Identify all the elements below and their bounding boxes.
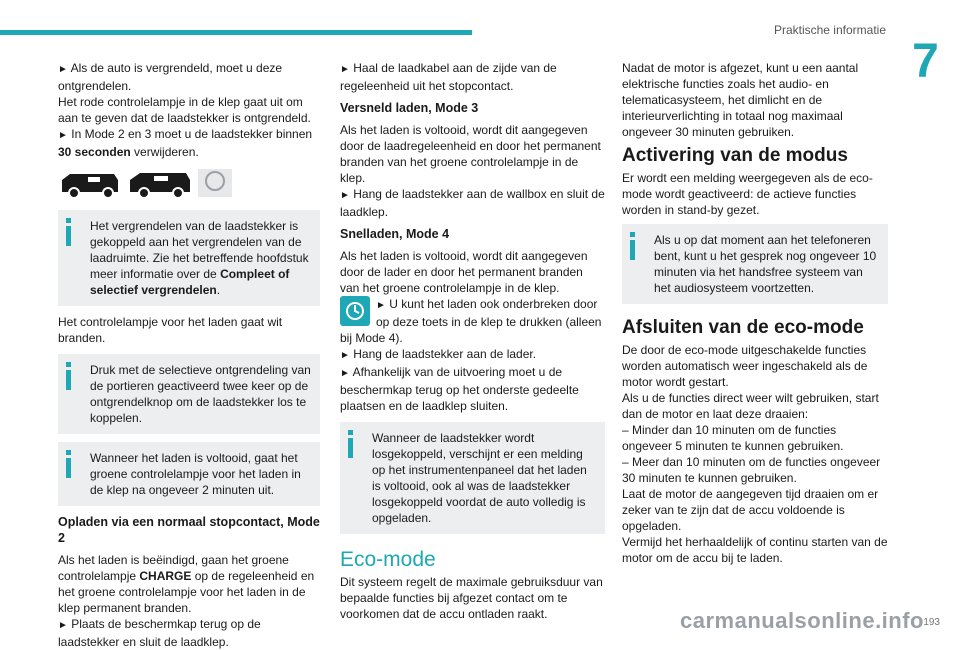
paragraph: De door de eco-mode uitgeschakelde functies worden automatisch weer ingeschakeld als de motor wordt gestart. [622, 343, 868, 389]
info-note: Het vergrendelen van de laadstekker is gekoppeld aan het vergrendelen van de laadruimte. Zie het betreffende hoofdstuk meer informatie over de Compleet of selectief vergrendelen. [58, 210, 320, 306]
info-note: Druk met de selectieve ontgrendeling van de portieren geactiveerd twee keer op de ontgrendelknop om de laadstekker los te koppelen. [58, 354, 320, 434]
section-heading: Afsluiten van de eco-mode [622, 317, 864, 338]
column-2 [340, 60, 605, 622]
arrow-icon: ► [376, 300, 386, 311]
info-icon [66, 218, 71, 246]
subheading: Opladen via een normaal stopcontact, Mode 2 [58, 515, 320, 545]
chapter-number: 7 [912, 35, 939, 88]
list-item: – Meer dan 10 minuten om de functies ongeveer 30 minuten te kunnen gebruiken. [622, 455, 881, 485]
section-title: Praktische informatie [773, 23, 886, 37]
vehicle-illustrations [58, 166, 320, 200]
arrow-icon: ► [340, 190, 350, 201]
stop-charge-button-icon [340, 296, 370, 326]
subheading: Snelladen, Mode 4 [340, 227, 450, 241]
vehicle-icons [58, 166, 238, 200]
chapter-tab [891, 0, 960, 100]
list-item: – Minder dan 10 minuten om de functies ongeveer 5 minuten te kunnen gebruiken. [622, 423, 844, 453]
paragraph: ► Hang de laadstekker aan de wallbox en sluit de laadklep. [340, 187, 605, 219]
paragraph: Het controlelampje voor het laden gaat wit branden. [58, 315, 283, 345]
info-icon [66, 362, 71, 390]
arrow-icon: ► [340, 64, 350, 75]
paragraph: Als het laden is voltooid, wordt dit aangegeven door de laadregeleenheid en door het permanent branden van het groene controlelampje in de klep. [340, 123, 601, 185]
paragraph: ► U kunt het laden ook onderbreken door op deze toets in de klep te drukken (alleen bij Mode 4). [340, 297, 602, 345]
paragraph: Vermijd het herhaaldelijk of continu starten van de motor om de accu bij te laden. [622, 535, 888, 565]
paragraph: ► Afhankelijk van de uitvoering moet u de beschermkap terug op het onderste gedeelte plaatsen en de laadklep sluiten. [340, 365, 579, 413]
paragraph: ► Haal de laadkabel aan de zijde van de regeleenheid uit het stopcontact. [340, 61, 557, 93]
page-number: 193 [923, 617, 940, 628]
arrow-icon: ► [58, 620, 68, 631]
header-accent-bar [0, 30, 472, 35]
arrow-icon: ► [58, 130, 68, 141]
column-1 [58, 60, 320, 650]
info-icon [66, 450, 71, 478]
paragraph: Als het laden is voltooid, wordt dit aangegeven door de lader en door het permanent branden van het groene controlelampje in de klep. [340, 249, 588, 295]
info-note: Wanneer de laadstekker wordt losgekoppeld, verschijnt er een melding op het instrumentenpaneel dat het laden is voltooid, ook al was de laadstekker losgekoppeld voordat de auto volledig is opgeladen. [340, 422, 605, 534]
info-icon [630, 232, 635, 260]
paragraph: ► Als de auto is vergrendeld, moet u deze ontgrendelen. [58, 61, 283, 93]
arrow-icon: ► [340, 368, 350, 379]
arrow-icon: ► [340, 350, 350, 361]
paragraph: Als het laden is beëindigd, gaan het groene controlelampje CHARGE op de regeleenheid en het groene controlelampje voor het laden in de klep permanent branden. [58, 553, 315, 615]
subheading: Versneld laden, Mode 3 [340, 101, 479, 115]
paragraph: Als u de functies direct weer wilt gebruiken, start dan de motor en laat deze draaien: [622, 391, 879, 421]
column-3 [622, 60, 888, 566]
arrow-icon: ► [58, 64, 68, 75]
paragraph: Er wordt een melding weergegeven als de eco-mode wordt geactiveerd: de actieve functies worden in stand-by gezet. [622, 171, 873, 217]
watermark: carmanualsonline.info [680, 608, 924, 633]
paragraph: Nadat de motor is afgezet, kunt u een aantal elektrische functies zoals het audio- en telematicasysteem, het dimlicht en de interieurverlichting in totaal nog maximaal ongeveer 30 minuten gebruiken. [622, 61, 859, 139]
paragraph: Het rode controlelampje in de klep gaat uit om aan te geven dat de laadstekker is ontgrendeld. [58, 95, 311, 125]
info-icon [348, 430, 353, 458]
paragraph: Dit systeem regelt de maximale gebruiksduur van bepaalde functies bij afgezet contact om te voorkomen dat de accu ontladen raakt. [340, 575, 603, 621]
section-heading: Activering van de modus [622, 145, 848, 166]
paragraph: Laat de motor de aangegeven tijd draaien om er zeker van te zijn dat de accu voldoende is opgeladen. [622, 487, 879, 533]
section-heading-eco: Eco-mode [340, 548, 436, 571]
stop-charging-step [340, 296, 605, 346]
paragraph: ► Plaats de beschermkap terug op de laadstekker en sluit de laadklep. [58, 617, 261, 649]
paragraph: ► Hang de laadstekker aan de lader. [340, 347, 537, 361]
info-note: Wanneer het laden is voltooid, gaat het groene controlelampje voor het laden in de klep na ongeveer 2 minuten uit. [58, 442, 320, 506]
info-note: Als u op dat moment aan het telefoneren bent, kunt u het gesprek nog ongeveer 10 minuten via het handsfree systeem van het audiosysteem voortzetten. [622, 224, 888, 304]
paragraph: ► In Mode 2 en 3 moet u de laadstekker binnen 30 seconden verwijderen. [58, 127, 313, 159]
